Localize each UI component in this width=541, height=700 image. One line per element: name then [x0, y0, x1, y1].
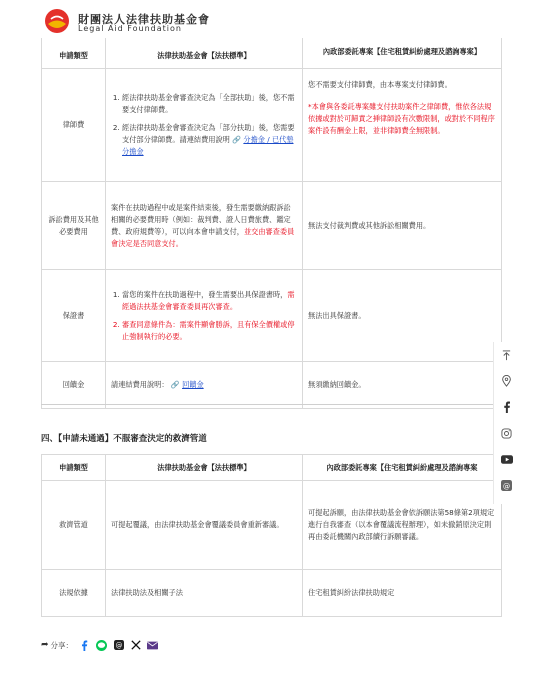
row-type-appeal: 救濟管道: [42, 481, 106, 570]
laf-cell: 法律扶助法及相關子法: [106, 570, 303, 617]
table-row: [42, 182, 502, 270]
table-header-row: [42, 455, 502, 481]
moi-cell: 住宅租賃糾紛法律扶助規定: [303, 570, 502, 617]
brand-name-en[interactable]: Legal Aid Foundation: [78, 24, 182, 33]
laf-text: 請連結費用說明：: [111, 380, 169, 389]
share-label: 分享：: [50, 640, 74, 650]
site-header: [0, 0, 541, 38]
svg-text:@: @: [502, 480, 511, 490]
row-type-guarantee: 保證書: [42, 270, 106, 362]
divider: [41, 404, 497, 405]
laf-cell: [106, 69, 303, 182]
laf-cell: [106, 362, 303, 409]
moi-cell: [303, 69, 502, 182]
list-item-text: 經法律扶助基金會審查決定為「部分扶助」後，您需要支付部分律師費。請連結費用說明: [122, 123, 295, 144]
line-share-icon[interactable]: [96, 640, 107, 651]
link-icon: 🔗: [232, 135, 242, 144]
table-row: [42, 362, 502, 409]
foundation-logo-icon[interactable]: [44, 8, 70, 34]
moi-text: 您不需要支付律師費，由本專案支付律師費。: [308, 80, 452, 89]
floating-sidebar: [493, 342, 519, 504]
email-share-icon[interactable]: [147, 640, 158, 651]
link-icon: 🔗: [170, 380, 180, 389]
x-share-icon[interactable]: [130, 640, 141, 651]
table-row: [42, 570, 502, 617]
moi-cell: 無法出具保證書。: [303, 270, 502, 362]
youtube-icon[interactable]: [500, 452, 514, 466]
col-header-moi: 內政部委託專案【住宅租賃糾紛處理及諮詢專案】: [303, 31, 502, 69]
col-header-laf: 法律扶助基金會【法扶標準】: [106, 31, 303, 69]
table-row: [42, 481, 502, 570]
table-row: [42, 69, 502, 182]
list-item: [122, 289, 297, 313]
col-header-moi: 內政部委託專案【住宅租賃糾紛處理及諮詢專案: [303, 455, 502, 481]
laf-red-text: 並交由審查委員會決定是否同意支付。: [111, 226, 295, 248]
row-type-litigation: 訴訟費用及其他必要費用: [42, 182, 106, 270]
moi-cell: 可提起訴願，由法律扶助基金會依訴願法第58條第2項規定進行自我審查（以本會覆議流程辦理），如未撤銷原決定則再由委託機關內政部續行訴願審議。: [303, 481, 502, 570]
list-item-red: 需經過法扶基金會審查委員再次審查。: [122, 289, 295, 311]
moi-cell: 無須繳納回饋金。: [303, 362, 502, 409]
laf-cell: [106, 270, 303, 362]
moi-cell: 無法支付裁判費或其他訴訟相關費用。: [303, 182, 502, 270]
feedback-link[interactable]: 回饋金: [182, 380, 204, 389]
laf-cell: [106, 182, 303, 270]
col-header-type: 申請類型: [42, 455, 106, 481]
col-header-laf: 法律扶助基金會【法扶標準】: [106, 455, 303, 481]
cost-sharing-link[interactable]: 分擔金 / 已代墊分擔金: [122, 135, 294, 156]
laf-text: 案件在扶助過程中或是案件結束後，發生需要繳納跟訴訟相關的必要費用時（例如：裁判費、證人日費旅費、鑑定費、政府規費等），可以向本會申請支付，: [111, 202, 291, 236]
instagram-icon[interactable]: [500, 426, 514, 440]
share-arrow-icon: ➦: [41, 640, 49, 650]
section-title: 四、【申請未通過】不服審查決定的救濟管道: [41, 434, 207, 444]
location-icon[interactable]: [500, 374, 514, 388]
threads-icon[interactable]: [500, 478, 514, 492]
moi-red-note: *本會與各委託專案雖支付扶助案件之律師費，惟依各法規依據或對於可歸責之挿律師設有次數限制，或對於不同程序案件設有酬金上限，並非律師費全無限制。: [308, 102, 495, 135]
share-bar: [41, 638, 158, 652]
facebook-icon[interactable]: [500, 400, 514, 414]
list-item-text: 當您的案件在扶助過程中，發生需要出具保證書時，: [122, 289, 288, 299]
row-type-feedback: 回饋金: [42, 362, 106, 409]
laf-cell: 可提起覆議，由法律扶助基金會覆議委員會重新審議。: [106, 481, 303, 570]
cost-comparison-table: [41, 30, 502, 409]
back-to-top-icon[interactable]: [500, 348, 514, 362]
list-item: 2. 審查同意條件為：需案件顯會勝訴，且有保全價權或停止強制執行的必要。: [122, 319, 297, 343]
row-type-regulation: 法規依據: [42, 570, 106, 617]
svg-text:@: @: [115, 641, 122, 650]
brand-name-zh[interactable]: 財團法人法律扶助基金會: [78, 13, 210, 26]
table-row: [42, 270, 502, 362]
appeal-table: [41, 454, 502, 617]
list-item: [122, 122, 297, 158]
facebook-share-icon[interactable]: [79, 640, 90, 651]
row-type-lawyer-fee: 律師費: [42, 69, 106, 182]
list-item: 1. 經法律扶助基金會審查決定為「全部扶助」後，您不需要支付律師費。: [122, 92, 297, 116]
col-header-type: 申請類型: [42, 31, 106, 69]
threads-share-icon[interactable]: [113, 640, 124, 651]
